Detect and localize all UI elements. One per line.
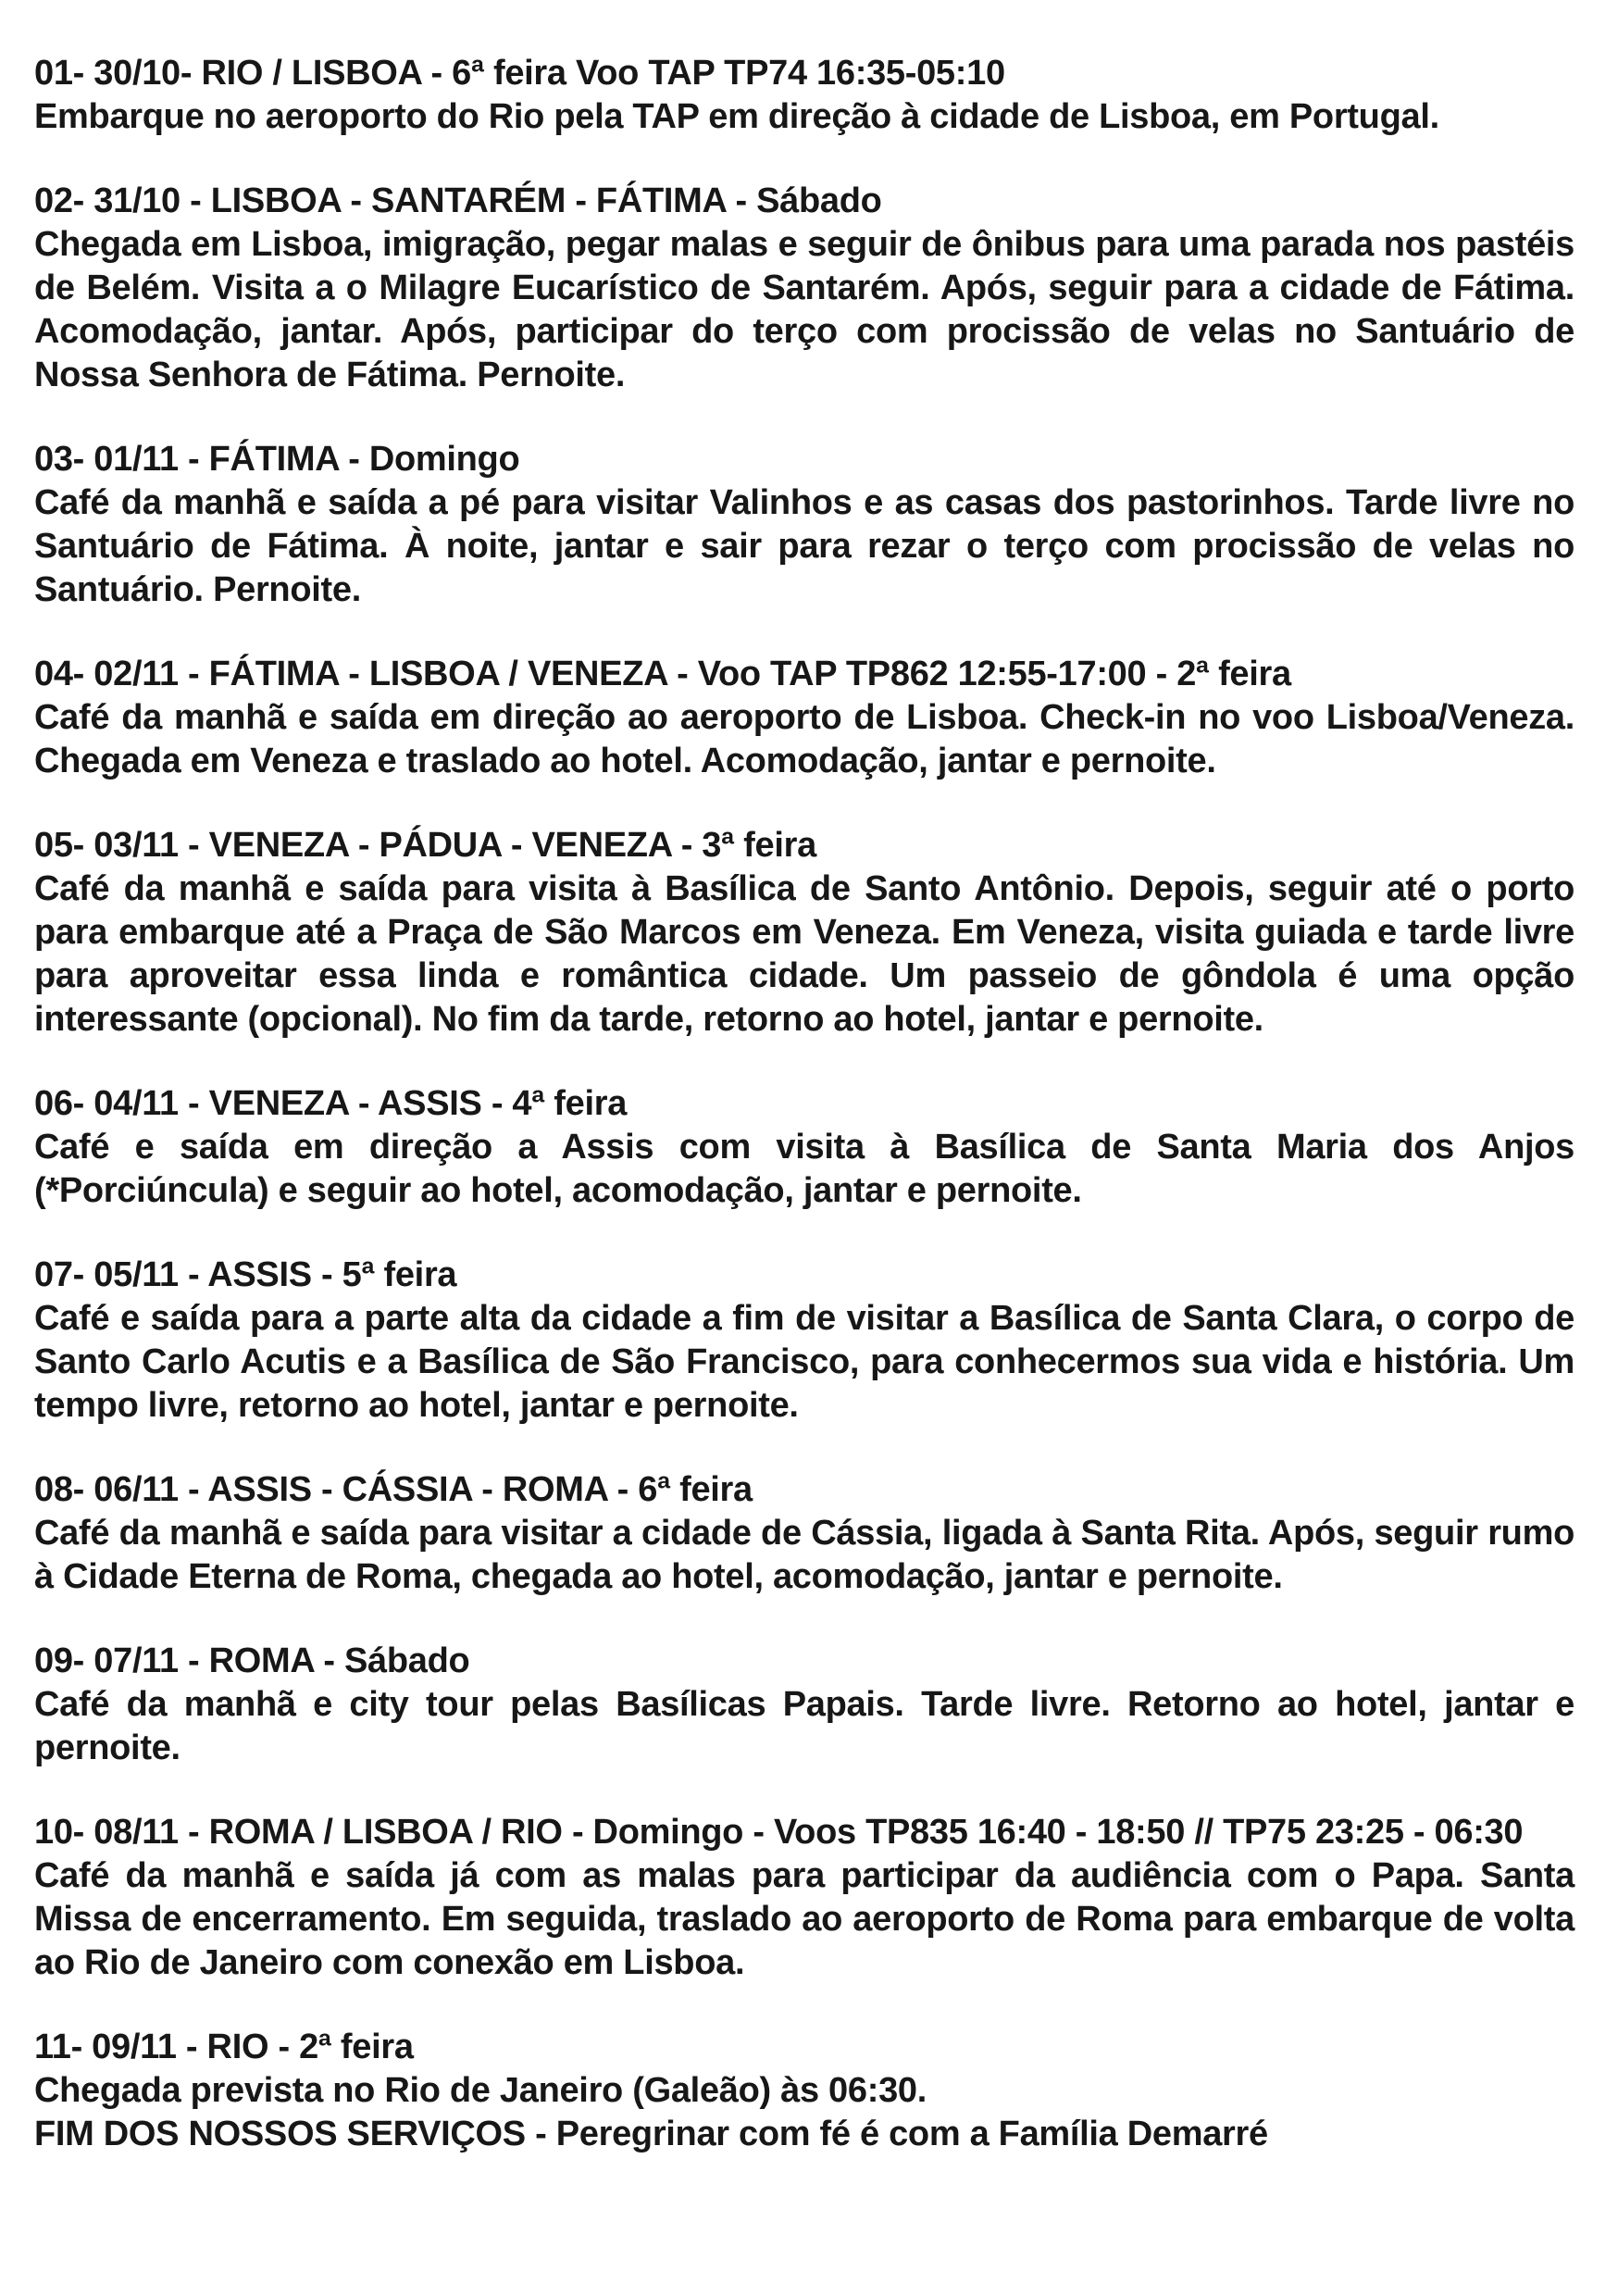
itinerary-section xyxy=(34,2026,1574,2156)
section-heading: 09- 07/11 - ROMA - Sábado xyxy=(34,1641,470,1680)
section-paragraph: Café da manhã e city tour pelas Basílicas Papais. Tarde livre. Retorno ao hotel, jantar e pernoite. xyxy=(34,1685,1574,1767)
section-heading: 11- 09/11 - RIO - 2ª feira xyxy=(34,2028,414,2066)
section-heading: 04- 02/11 - FÁTIMA - LISBOA / VENEZA - Voo TAP TP862 12:55-17:00 - 2ª feira xyxy=(34,655,1291,693)
section-paragraph: Café da manhã e saída para visitar a cidade de Cássia, ligada à Santa Rita. Após, seguir rumo à Cidade Eterna de Roma, chegada ao hotel, acomodação, jantar e pernoite. xyxy=(34,1514,1574,1596)
section-heading: 10- 08/11 - ROMA / LISBOA / RIO - Domingo - Voos TP835 16:40 - 18:50 // TP75 23:25 - 06:30 xyxy=(34,1813,1524,1852)
itinerary-section xyxy=(34,653,1574,783)
section-heading: 03- 01/11 - FÁTIMA - Domingo xyxy=(34,440,520,479)
section-paragraph: Café da manhã e saída em direção ao aeroporto de Lisboa. Check-in no voo Lisboa/Veneza. Chegada em Veneza e traslado ao hotel. Acomodação, jantar e pernoite. xyxy=(34,698,1574,780)
itinerary-section xyxy=(34,52,1574,139)
section-paragraph: Café da manhã e saída a pé para visitar Valinhos e as casas dos pastorinhos. Tarde livre no Santuário de Fátima. À noite, jantar e sair para rezar o terço com procissão de velas no Santuário. Pernoite. xyxy=(34,483,1574,609)
section-paragraph: Café da manhã e saída para visita à Basílica de Santo Antônio. Depois, seguir até o porto para embarque até a Praça de São Marcos em Veneza. Em Veneza, visita guiada e tarde livre para aproveitar essa linda e romântica cidade. Um passeio de gôndola é uma opção interessante (opcional). No fim da tarde, retorno ao hotel, jantar e pernoite. xyxy=(34,869,1574,1039)
section-heading: 06- 04/11 - VENEZA - ASSIS - 4ª feira xyxy=(34,1084,628,1123)
section-paragraph: Café da manhã e saída já com as malas para participar da audiência com o Papa. Santa Missa de encerramento. Em seguida, traslado ao aeroporto de Roma para embarque de volta ao Rio de Janeiro com conexão em Lisboa. xyxy=(34,1856,1574,1982)
section-paragraph: Café e saída para a parte alta da cidade a fim de visitar a Basílica de Santa Clara, o corpo de Santo Carlo Acutis e a Basílica de São Francisco, para conhecermos sua vida e história. Um tempo livre, retorno ao hotel, jantar e pernoite. xyxy=(34,1299,1574,1425)
section-paragraph: Café e saída em direção a Assis com visita à Basílica de Santa Maria dos Anjos (*Porciúncula) e seguir ao hotel, acomodação, jantar e pernoite. xyxy=(34,1128,1574,1210)
section-paragraph: FIM DOS NOSSOS SERVIÇOS - Peregrinar com fé é com a Família Demarré xyxy=(34,2115,1268,2153)
itinerary-section xyxy=(34,1254,1574,1428)
section-heading: 07- 05/11 - ASSIS - 5ª feira xyxy=(34,1255,457,1294)
section-heading: 08- 06/11 - ASSIS - CÁSSIA - ROMA - 6ª feira xyxy=(34,1470,753,1509)
section-paragraph: Chegada prevista no Rio de Janeiro (Galeão) às 06:30. xyxy=(34,2071,927,2110)
itinerary-section xyxy=(34,824,1574,1042)
section-heading: 05- 03/11 - VENEZA - PÁDUA - VENEZA - 3ª feira xyxy=(34,826,816,865)
itinerary-section xyxy=(34,1811,1574,1985)
itinerary-section xyxy=(34,438,1574,612)
itinerary-section xyxy=(34,1640,1574,1770)
section-heading: 02- 31/10 - LISBOA - SANTARÉM - FÁTIMA - Sábado xyxy=(34,181,882,220)
itinerary-section xyxy=(34,1082,1574,1213)
itinerary-section xyxy=(34,180,1574,397)
section-paragraph: Chegada em Lisboa, imigração, pegar malas e seguir de ônibus para uma parada nos pastéis de Belém. Visita a o Milagre Eucarístico de Santarém. Após, seguir para a cidade de Fátima. Acomodação, jantar. Após, participar do terço com procissão de velas no Santuário de Nossa Senhora de Fátima. Pernoite. xyxy=(34,225,1574,394)
section-heading: 01- 30/10- RIO / LISBOA - 6ª feira Voo TAP TP74 16:35-05:10 xyxy=(34,54,1005,93)
section-paragraph: Embarque no aeroporto do Rio pela TAP em direção à cidade de Lisboa, em Portugal. xyxy=(34,97,1439,136)
itinerary-section xyxy=(34,1468,1574,1599)
